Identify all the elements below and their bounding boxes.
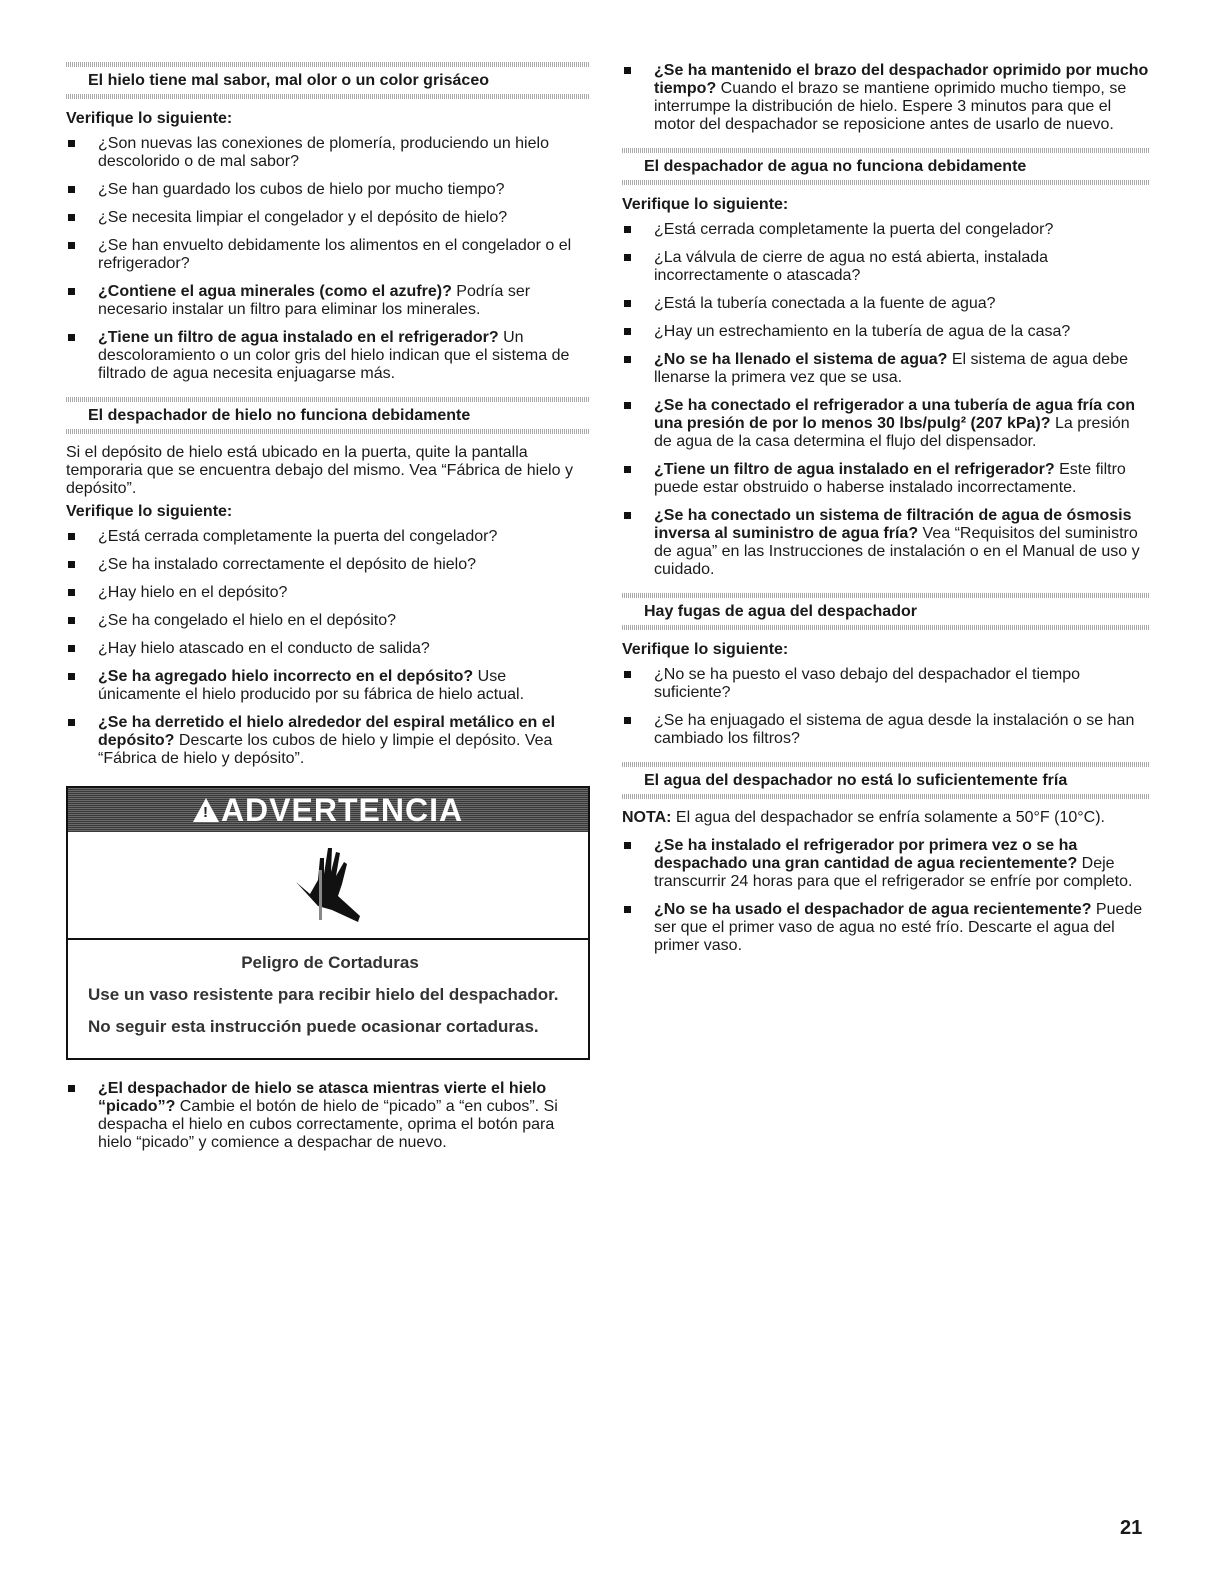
check-label: Verifique lo siguiente: — [66, 503, 233, 520]
section-rule — [66, 397, 590, 402]
checklist — [622, 221, 1150, 579]
item-text: ¿Está cerrada completamente la puerta del congelador? — [654, 221, 1054, 238]
bullet-icon — [624, 512, 631, 519]
note-label: NOTA: — [622, 809, 672, 826]
hand-cut-icon — [68, 832, 588, 940]
section-rule — [66, 94, 590, 99]
item-question: ¿El despachador de hielo se atasca mientras vierte el hielo “picado”? — [98, 1080, 547, 1115]
list-item — [66, 329, 590, 383]
item-text: Vea “Requisitos del suministro de agua” en las Instrucciones de instalación o en el Manual de uso y cuidado. — [654, 525, 1140, 578]
item-text: ¿Se han guardado los cubos de hielo por mucho tiempo? — [98, 181, 505, 198]
item-text: ¿Está cerrada completamente la puerta del congelador? — [98, 528, 498, 545]
hand-cut-icon-graphic — [288, 840, 368, 930]
list-item — [622, 221, 1150, 239]
list-item — [66, 181, 590, 199]
list-item — [66, 640, 590, 658]
item-question: ¿Se ha derretido el hielo alrededor del espiral metálico en el depósito? — [98, 714, 556, 749]
item-question: ¿Se ha mantenido el brazo del despachador oprimido por mucho tiempo? — [654, 62, 1149, 97]
section-title: El hielo tiene mal sabor, mal olor o un color grisáceo — [88, 72, 489, 89]
bullet-icon — [624, 671, 631, 678]
section-rule — [622, 794, 1150, 799]
item-question: ¿No se ha usado el despachador de agua recientemente? — [654, 901, 1092, 918]
bullet-icon — [68, 561, 75, 568]
warning-title: Peligro de Cortaduras — [241, 953, 419, 972]
bullet-icon — [68, 1085, 75, 1092]
bullet-icon — [68, 645, 75, 652]
section-rule — [622, 593, 1150, 598]
list-item — [622, 62, 1150, 134]
check-label: Verifique lo siguiente: — [622, 196, 789, 213]
bullet-icon — [624, 717, 631, 724]
list-item — [66, 556, 590, 574]
list-item — [622, 712, 1150, 748]
item-text: Puede ser que el primer vaso de agua no esté frío. Descarte el agua del primer vaso. — [654, 901, 1143, 954]
list-item — [622, 461, 1150, 497]
item-text: ¿Se ha enjuagado el sistema de agua desde la instalación o se han cambiado los filtros? — [654, 712, 1135, 747]
list-item — [622, 397, 1150, 451]
warning-body — [68, 940, 588, 1058]
item-text: Este filtro puede estar obstruido o haberse instalado incorrectamente. — [654, 461, 1126, 496]
list-item — [66, 209, 590, 227]
warning-symbol: ! — [202, 804, 208, 821]
bullet-icon — [624, 254, 631, 261]
list-item — [622, 837, 1150, 891]
list-item — [66, 612, 590, 630]
warning-instruction: Use un vaso resistente para recibir hielo del despachador. — [88, 985, 559, 1004]
list-item — [66, 528, 590, 546]
section-header-water-dispenser — [622, 148, 1150, 185]
item-question: ¿Contiene el agua minerales (como el azufre)? — [98, 283, 452, 300]
checklist — [622, 62, 1150, 134]
item-text: ¿Se necesita limpiar el congelador y el depósito de hielo? — [98, 209, 508, 226]
section-rule — [622, 180, 1150, 185]
bullet-icon — [624, 67, 631, 74]
list-item — [66, 714, 590, 768]
bullet-icon — [624, 466, 631, 473]
section-title: El despachador de agua no funciona debidamente — [644, 158, 1027, 175]
bullet-icon — [68, 334, 75, 341]
warning-header — [68, 788, 588, 832]
item-text: ¿La válvula de cierre de agua no está abierta, instalada incorrectamente o atascada? — [654, 249, 1049, 284]
section-header-ice-dispenser — [66, 397, 590, 434]
item-text: ¿No se ha puesto el vaso debajo del despachador el tiempo suficiente? — [654, 666, 1081, 701]
warning-consequence: No seguir esta instrucción puede ocasionar cortaduras. — [88, 1017, 539, 1036]
bullet-icon — [68, 242, 75, 249]
list-item — [66, 584, 590, 602]
bullet-icon — [68, 140, 75, 147]
list-item — [66, 237, 590, 273]
item-text: ¿Son nuevas las conexiones de plomería, produciendo un hielo descolorido o de mal sabor? — [98, 135, 549, 170]
item-text: Use únicamente el hielo producido por su fábrica de hielo actual. — [98, 668, 525, 703]
list-item — [66, 668, 590, 704]
right-column — [622, 62, 1150, 969]
bullet-icon — [68, 288, 75, 295]
item-text: Un descoloramiento o un color gris del hielo indican que el sistema de filtrado de agua necesita enjuagarse más. — [98, 329, 570, 382]
bullet-icon — [68, 719, 75, 726]
section-title: El agua del despachador no está lo suficientemente fría — [644, 772, 1068, 789]
bullet-icon — [624, 328, 631, 335]
checklist — [66, 1080, 590, 1152]
bullet-icon — [68, 617, 75, 624]
item-text: Cuando el brazo se mantiene oprimido mucho tiempo, se interrumpe la distribución de hielo. Espere 3 minutos para que el motor del despachador se reposicione antes de usarlo de nuevo. — [654, 80, 1127, 133]
item-text: ¿Se han envuelto debidamente los alimentos en el congelador o el refrigerador? — [98, 237, 572, 272]
item-text: ¿Se ha congelado el hielo en el depósito? — [98, 612, 396, 629]
list-item — [66, 283, 590, 319]
item-question: ¿Se ha agregado hielo incorrecto en el depósito? — [98, 668, 474, 685]
section-rule — [622, 625, 1150, 630]
section-rule — [622, 762, 1150, 767]
warning-box — [66, 786, 590, 1060]
bullet-icon — [68, 186, 75, 193]
note-paragraph — [622, 809, 1150, 827]
list-item — [622, 901, 1150, 955]
bullet-icon — [624, 226, 631, 233]
item-question: ¿No se ha llenado el sistema de agua? — [654, 351, 948, 368]
item-text: ¿Se ha instalado correctamente el depósito de hielo? — [98, 556, 477, 573]
note-text: El agua del despachador se enfría solamente a 50°F (10°C). — [671, 809, 1105, 826]
bullet-icon — [68, 589, 75, 596]
item-text: La presión de agua de la casa determina el flujo del dispensador. — [654, 415, 1130, 450]
item-question: ¿Se ha conectado el refrigerador a una tubería de agua fría con una presión de por lo menos 30 lbs/pulg² (207 kPa)? — [654, 397, 1136, 432]
bullet-icon — [68, 673, 75, 680]
check-label: Verifique lo siguiente: — [622, 641, 789, 658]
intro-paragraph: Si el depósito de hielo está ubicado en la puerta, quite la pantalla temporaria que se encuentra debajo del mismo. Vea “Fábrica de hielo y depósito”. — [66, 444, 573, 497]
list-item — [622, 351, 1150, 387]
item-text: ¿Hay hielo atascado en el conducto de salida? — [98, 640, 430, 657]
item-text: ¿Hay un estrechamiento en la tubería de agua de la casa? — [654, 323, 1071, 340]
checklist — [622, 666, 1150, 748]
left-column — [66, 62, 590, 1166]
list-item — [66, 135, 590, 171]
bullet-icon — [624, 842, 631, 849]
check-label: Verifique lo siguiente: — [66, 110, 233, 127]
item-text: Descarte los cubos de hielo y limpie el depósito. Vea “Fábrica de hielo y depósito”. — [98, 732, 553, 767]
item-text: Deje transcurrir 24 horas para que el refrigerador se enfríe por completo. — [654, 855, 1133, 890]
section-rule — [66, 62, 590, 67]
section-rule — [622, 148, 1150, 153]
section-title: El despachador de hielo no funciona debidamente — [88, 407, 471, 424]
checklist — [622, 837, 1150, 955]
section-header-ice-taste — [66, 62, 590, 99]
bullet-icon — [624, 300, 631, 307]
item-question: ¿Se ha conectado un sistema de filtración de agua de ósmosis inversa al suministro de agua fría? — [654, 507, 1132, 542]
item-text: ¿Hay hielo en el depósito? — [98, 584, 288, 601]
checklist — [66, 135, 590, 383]
section-header-water-cold — [622, 762, 1150, 799]
list-item — [622, 323, 1150, 341]
section-title: Hay fugas de agua del despachador — [644, 603, 917, 620]
bullet-icon — [624, 402, 631, 409]
list-item — [622, 666, 1150, 702]
warning-triangle-icon — [193, 798, 219, 822]
list-item — [66, 1080, 590, 1152]
item-question: ¿Se ha instalado el refrigerador por primera vez o se ha despachado una gran cantidad de agua recientemente? — [654, 837, 1078, 872]
bullet-icon — [68, 214, 75, 221]
list-item — [622, 295, 1150, 313]
bullet-icon — [624, 906, 631, 913]
item-text: Cambie el botón de hielo de “picado” a “en cubos”. Si despacha el hielo en cubos correctamente, oprima el botón para hielo “picado” y comience a despachar de nuevo. — [98, 1098, 558, 1151]
item-text: El sistema de agua debe llenarse la primera vez que se usa. — [654, 351, 1128, 386]
list-item — [622, 507, 1150, 579]
bullet-icon — [624, 356, 631, 363]
section-header-water-leaks — [622, 593, 1150, 630]
warning-heading: ADVERTENCIA — [220, 791, 464, 828]
item-question: ¿Tiene un filtro de agua instalado en el refrigerador? — [98, 329, 499, 346]
item-text: Podría ser necesario instalar un filtro para eliminar los minerales. — [98, 283, 531, 318]
section-rule — [66, 429, 590, 434]
item-text: ¿Está la tubería conectada a la fuente de agua? — [654, 295, 996, 312]
item-question: ¿Tiene un filtro de agua instalado en el refrigerador? — [654, 461, 1055, 478]
page-number: 21 — [1120, 1517, 1143, 1539]
bullet-icon — [68, 533, 75, 540]
checklist — [66, 528, 590, 768]
list-item — [622, 249, 1150, 285]
